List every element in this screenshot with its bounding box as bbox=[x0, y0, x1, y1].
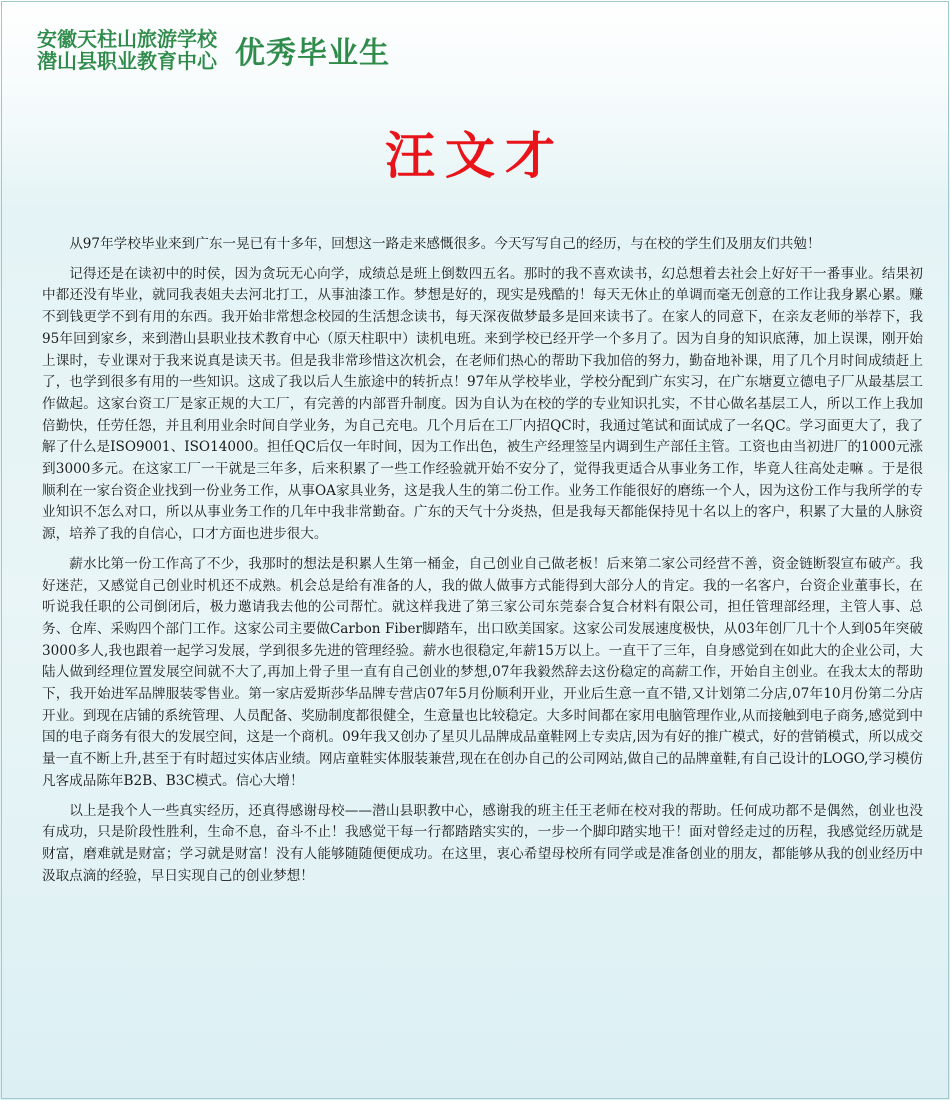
school-name-line2: 潜山县职业教育中心 bbox=[37, 49, 217, 73]
paragraph: 以上是我个人一些真实经历，还真得感谢母校——潜山县职教中心，感谢我的班主任王老师在校对我的帮助。任何成功都不是偶然，创业也没有成功，只是阶段性胜利，生命不息，奋斗不止！我感觉干每一行都踏踏实实的，一步一个脚印踏实地干！面对曾经走过的历程，我感觉经历就是财富，磨难就是财富；学习就是财富！没有人能够随随便便成功。在这里，衷心希望母校所有同学或是准备创业的朋友，都能够从我的创业经历中汲取点滴的经验，早日实现自己的创业梦想！ bbox=[42, 802, 923, 884]
school-name-block bbox=[37, 28, 217, 72]
paragraph: 薪水比第一份工作高了不少，我那时的想法是积累人生第一桶金，自己创业自己做老板！后来第二家公司经营不善，资金链断裂宣布破产。我好迷茫，又感觉自己创业时机还不成熟。机会总是给有准备的人，我的做人做事方式能得到大部分人的肯定。我的一名客户，台资企业董事长，在听说我任职的公司倒闭后，极力邀请我去他的公司帮忙。就这样我进了第三家公司东莞泰合复合材料有限公司，担任管理部经理，主管人事、总务、仓库、采购四个部门工作。这家公司主要做Carbon Fiber脚踏车，出口欧美国家。这家公司发展速度极快，从03年创厂几十个人到05年突破3000多人,我也跟着一起学习发展，学到很多先进的管理经验。薪水也很稳定,年薪15万以上。一直干了三年，自身感觉到在如此大的企业公司，大陆人做到经理位置发展空间就不大了,再加上骨子里一直有自己创业的梦想,07年我毅然辞去这份稳定的高薪工作，开始自主创业。在我太太的帮助下，我开始进军品牌服装零售业。第一家店爱斯莎华品牌专营店07年5月份顺利开业，开业后生意一直不错,又计划第二分店,07年10月份第二分店开业。到现在店铺的系统管理、人员配备、奖励制度都很健全，生意量也比较稳定。大多时间都在家用电脑管理作业,从而接触到电子商务,感觉到中国的电子商务有很大的发展空间，这是一个商机。09年我又创办了星贝儿品牌成品童鞋网上专卖店,因为有好的推广模式，好的营销模式，所以成交量一直不断上升,甚至于有时超过实体店业绩。网店童鞋实体服装兼营,现在在创办自己的公司网站,做自己的品牌童鞋,有自己设计的LOGO,学习模仿凡客成品陈年B2B、B3C模式。信心大增！ bbox=[42, 555, 923, 789]
paragraph: 记得还是在读初中的时侯，因为贪玩无心向学，成绩总是班上倒数四五名。那时的我不喜欢读书，幻总想着去社会上好好干一番事业。结果初中都还没有毕业，就同我表姐夫去河北打工，从事油漆工作。梦想是好的，现实是残酷的！每天无休止的单调而毫无创意的工作让我身累心累。赚不到钱更学不到有用的东西。我开始非常想念校园的生活想念读书，每天深夜做梦最多是回来读书了。在家人的同意下，在亲友老师的举荐下，我95年回到家乡，来到潜山县职业技术教育中心（原天柱职中）读机电班。来到学校已经开学一个多月了。因为自身的知识底薄，加上误课，刚开始上课时，专业课对于我来说真是读天书。但是我非常珍惜这次机会，在老师们热心的帮助下我加倍的努力，勤奋地补课，用了几个月时间成绩赶上了，也学到很多有用的一些知识。这成了我以后人生旅途中的转折点！97年从学校毕业，学校分配到广东实习，在广东塘夏立德电子厂从最基层工作做起。这家台资工厂是家正规的大工厂，有完善的内部晋升制度。因为自认为在校的学的专业知识扎实，不甘心做名基层工人，所以工作上我加倍勤快，任劳任怨，并且利用业余时间自学业务，为自己充电。几个月后在工厂内招QC时，我通过笔试和面试成了一名QC。学习面更大了，我了解了什么是ISO9001、ISO14000。担任QC后仅一年时间，因为工作出色，被生产经理签呈内调到生产部任主管。工资也由当初进厂的1000元涨到3000多元。在这家工厂一干就是三年多，后来积累了一些工作经验就开始不安分了，觉得我更适合从事业务工作，毕竟人往高处走嘛 。于是很顺利在一家台资企业找到一份业务工作，从事OA家具业务，这是我人生的第二份工作。业务工作能很好的磨练一个人，因为这份工作与我所学的专业知识不怎么对口，所以从事业务工作的几年中我非常勤奋。广东的天气十分炎热，但是我每天都能保持见十名以上的客户，积累了大量的人脉资源，培养了我的自信心，口才方面也进步很大。 bbox=[42, 265, 923, 543]
page-title: 优秀毕业生 bbox=[235, 36, 390, 71]
article-body bbox=[42, 234, 923, 895]
paragraph: 从97年学校毕业来到广东一晃已有十多年，回想这一路走来感慨很多。今天写写自己的经历，与在校的学生们及朋友们共勉！ bbox=[69, 236, 821, 252]
school-name-line1: 安徽天柱山旅游学校 bbox=[37, 27, 217, 51]
page-header bbox=[37, 28, 390, 72]
graduate-name: 汪文才 bbox=[385, 126, 565, 185]
